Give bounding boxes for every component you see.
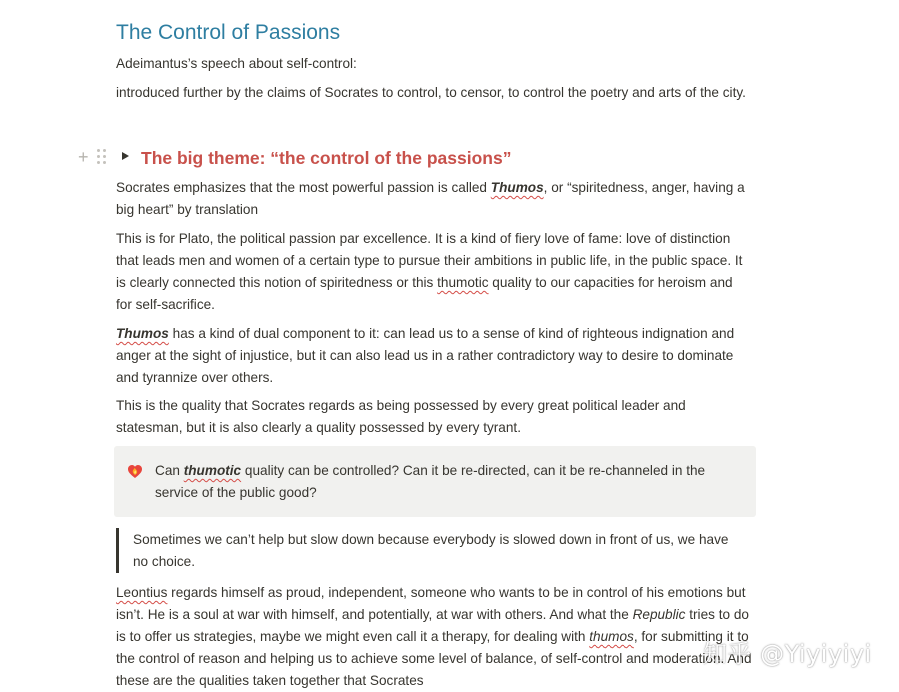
paragraph-thumos-definition [116, 177, 752, 221]
page-title: The Control of Passions [116, 21, 341, 44]
text-run: quality can be controlled? Can it be re-directed, can it be re-channeled in the service of the public good? [155, 463, 706, 500]
term-thumos: thumos [589, 629, 634, 644]
term-thumos: Thumos [116, 326, 169, 341]
paragraph-leader-tyrant: This is the quality that Socrates regards as being possessed by every great political leader and statesman, but it is also clearly a quality possessed by every tyrant. [116, 398, 686, 435]
watermark: 知乎 @Yiyiyiyi [703, 640, 872, 668]
term-thumotic: thumotic [183, 463, 242, 478]
text-run: Can [155, 463, 184, 478]
term-thumos: Thumos [490, 180, 544, 195]
plus-icon[interactable]: + [78, 147, 89, 167]
text-run: Socrates emphasizes that the most powerful passion is called [116, 180, 491, 195]
text-run: quality to our capacities for heroism and for self-sacrifice. [116, 275, 733, 312]
text-run: , or “spiritedness, anger, having a big heart” by translation [116, 180, 745, 217]
term-leontius: Leontius [116, 585, 168, 600]
text-run: regards himself as proud, independent, someone who wants to be in control of his emotions but isn’t. He is a soul at war with himself, and potentially, at war with others. And what the [116, 585, 746, 622]
title-republic: Republic [632, 607, 686, 622]
term-thumotic: thumotic [437, 275, 489, 290]
toggle-heading[interactable]: The big theme: “the control of the passions” [141, 148, 512, 168]
fire-heart-icon [126, 462, 144, 480]
toggle-triangle-icon[interactable] [122, 152, 129, 160]
text-run: tries to do is to offer us strategies, maybe we might even call it a therapy, for dealing with [116, 607, 749, 644]
intro-paragraph-1: Adeimantus’s speech about self-control: [116, 56, 357, 71]
text-run: This is for Plato, the political passion par excellence. It is a kind of fiery love of fame: love of distinction that leads men and women of a certain type to pursue their ambitions in public life, in the public space. It is clearly connected this notion of spiritedness or this [116, 231, 743, 290]
text-run: , for submitting it to the control of reason and helping us to achieve some level of balance, of self-control and moderation. And these are the qualities taken together that Socrates [116, 629, 752, 688]
quote-block [116, 528, 749, 573]
quote-text: Sometimes we can’t help but slow down because everybody is slowed down in front of us, we have no choice. [133, 532, 729, 569]
callout-text [155, 460, 747, 504]
toggle-heading-block[interactable] [78, 146, 758, 172]
text-run: has a kind of dual component to it: can lead us to a sense of kind of righteous indignation and anger at the sight of injustice, but it can also lead us in a rather contradictory way to desire to dominate and tyrannize over others. [116, 326, 735, 385]
callout-block [114, 446, 756, 517]
intro-paragraph-2: introduced further by the claims of Socrates to control, to censor, to control the poetry and arts of the city. [116, 85, 746, 100]
drag-handle-icon[interactable] [97, 148, 107, 164]
paragraph-leontius [116, 582, 752, 692]
paragraph-political-passion [116, 228, 752, 316]
paragraph-dual-component [116, 323, 752, 389]
